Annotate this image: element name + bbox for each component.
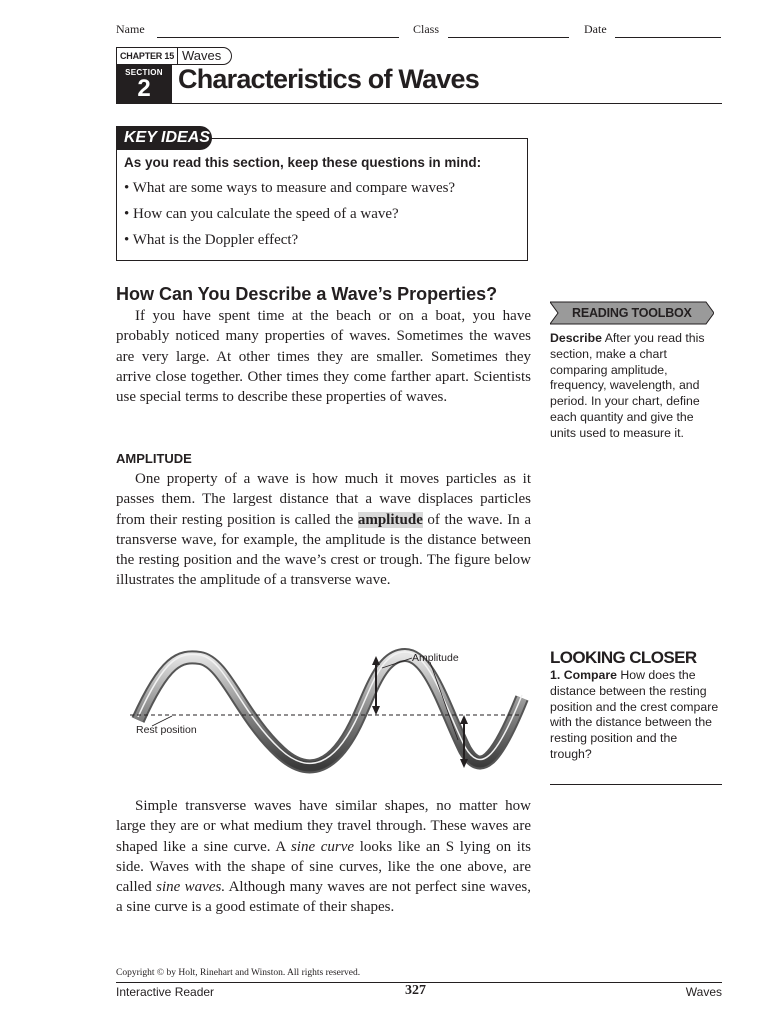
question-term: Compare (563, 668, 617, 682)
key-ideas-tab: KEY IDEAS (116, 126, 212, 150)
key-idea-item: • How can you calculate the speed of a wave? (124, 206, 399, 222)
sine-paragraph (116, 796, 531, 918)
question-number: 1. (550, 668, 561, 682)
amplitude-label: Amplitude (412, 652, 459, 664)
page-title: Characteristics of Waves (178, 64, 479, 94)
section-word: SECTION (125, 68, 163, 77)
intro-paragraph (116, 306, 531, 407)
amplitude-term: amplitude (357, 511, 423, 528)
name-label: Name (116, 22, 145, 36)
footer-book-title: Interactive Reader (116, 985, 215, 999)
class-label: Class (413, 22, 440, 36)
arrowhead-icon (372, 656, 380, 665)
sine-text-3: Although many waves are not perfect sine waves, a sine curve is a good estimate of their shapes. (116, 879, 531, 916)
arrowhead-icon (372, 706, 380, 715)
sine-curve-term: sine curve (290, 838, 355, 855)
amplitude-heading: AMPLITUDE (116, 451, 192, 466)
amplitude-text-2: of the wave. In a transverse wave, for example, the amplitude is the distance between the resting position and the wave’s crest or trough. The figure below illustrates the amplitude of a transverse wave. (116, 511, 532, 589)
reading-toolbox-body (550, 331, 722, 442)
sine-waves-term: sine waves. (156, 879, 226, 896)
key-idea-item: • What are some ways to measure and compare waves? (124, 180, 456, 196)
key-ideas-intro: As you read this section, keep these questions in mind: (124, 155, 482, 170)
key-idea-item: • What is the Doppler effect? (124, 232, 299, 248)
copyright: Copyright © by Holt, Rinehart and Winston. All rights reserved. (116, 968, 361, 978)
section-number: 2 (137, 75, 151, 102)
amplitude-paragraph (116, 469, 531, 591)
chapter-name: Waves (178, 47, 232, 65)
rest-position-label: Rest position (136, 724, 197, 736)
amplitude-leader (430, 662, 458, 740)
sine-text-1: Simple transverse waves have similar shapes, no matter how large they are or what medium they travel through. These waves are shaped like a sine curve. A (116, 798, 531, 855)
section-heading: How Can You Describe a Wave’s Properties? (116, 284, 498, 304)
section-badge (116, 65, 172, 103)
title-divider (116, 103, 722, 104)
arrowhead-icon (460, 715, 468, 724)
answer-field[interactable] (550, 784, 722, 785)
chapter-label (116, 47, 232, 65)
transverse-wave-figure (130, 640, 530, 785)
sine-text-2: looks like an S lying on its side. Waves with the shape of sine curves, like the one above, are called (116, 838, 531, 896)
toolbox-text: After you read this section, make a chart comparing amplitude, frequency, wavelength, and period. In your chart, define each quantity and give the units used to measure it. (550, 331, 705, 440)
chapter-number: CHAPTER 15 (116, 47, 178, 65)
class-field[interactable] (448, 37, 569, 38)
date-field[interactable] (615, 37, 721, 38)
date-label: Date (584, 22, 607, 36)
reading-toolbox-title: READING TOOLBOX (572, 306, 692, 320)
amplitude-text-1: One property of a wave is how much it moves particles as it passes them. The largest distance that a wave displaces particles from their resting position is called the (116, 471, 531, 528)
looking-closer-title: LOOKING CLOSER (550, 648, 697, 667)
looking-closer-question (550, 668, 722, 763)
page-number: 327 (405, 983, 426, 998)
toolbox-term: Describe (550, 331, 602, 345)
name-field[interactable] (157, 37, 399, 38)
intro-text: If you have spent time at the beach or on a boat, you have probably noticed many properties of waves. Sometimes the waves are very large. At other times they are smaller. Sometimes they arrive close together. Other times they come farther apart. Scientists use special terms to describe these properties of waves. (116, 308, 531, 406)
question-text: How does the distance between the resting position and the crest compare with the distance between the resting position and the trough? (550, 668, 719, 761)
footer-chapter-name: Waves (685, 985, 722, 999)
